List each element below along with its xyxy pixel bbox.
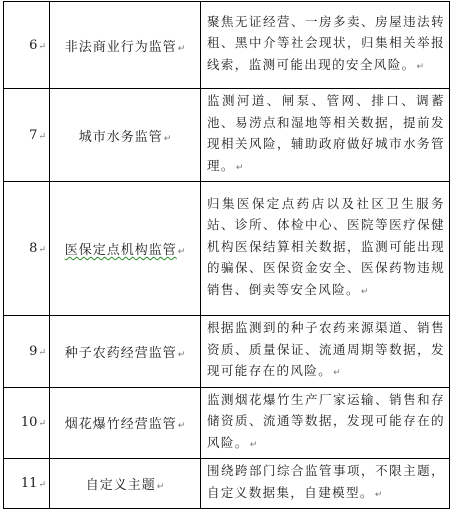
topic-description-cell: [201, 89, 450, 182]
paragraph-mark-icon: ↵: [416, 61, 425, 72]
row-number-cell: [4, 89, 50, 182]
paragraph-mark-icon: ↵: [235, 162, 244, 173]
paragraph-mark-icon: ↵: [38, 41, 46, 52]
table-row: [4, 387, 450, 459]
topic-name: 种子农药经营监管: [64, 345, 177, 361]
topic-name: 非法商业行为监管: [64, 39, 177, 55]
topic-name: 烟花爆竹经营监管: [64, 417, 177, 433]
topic-name-cell: [50, 182, 201, 316]
topic-name-cell: [50, 316, 201, 388]
topic-description-cell: [201, 387, 450, 459]
table-row: [4, 89, 450, 182]
row-number-cell: [4, 387, 50, 459]
row-number-cell: [4, 316, 50, 388]
paragraph-mark-icon: ↵: [177, 247, 186, 257]
topic-name-cell: [50, 387, 201, 459]
paragraph-mark-icon: ↵: [374, 489, 383, 500]
paragraph-mark-icon: ↵: [38, 131, 46, 142]
paragraph-mark-icon: ↵: [360, 286, 369, 297]
paragraph-mark-icon: ↵: [249, 439, 258, 450]
paragraph-mark-icon: ↵: [177, 43, 186, 54]
document-page: [3, 1, 449, 500]
topic-description-cell: [201, 459, 450, 509]
topic-description-cell: [201, 2, 450, 89]
topic-name-cell: [50, 89, 201, 182]
topic-name: 医保定点机构监管: [64, 243, 177, 258]
topic-name-cell: [50, 2, 201, 89]
table-row: [4, 2, 450, 89]
paragraph-mark-icon: ↵: [177, 349, 186, 360]
topic-description: 围绕跨部门综合监管事项，不限主题，自定义数据集，自建模型。: [207, 463, 445, 500]
row-number-cell: [4, 2, 50, 89]
table-row: [4, 316, 450, 388]
table-row: [4, 459, 450, 509]
paragraph-mark-icon: ↵: [38, 347, 46, 358]
row-number: 10: [20, 415, 38, 431]
regulation-table: [3, 1, 450, 509]
row-number: 11: [20, 476, 38, 491]
topic-description: 聚焦无证经营、一房多卖、房屋违法转租、黑中介等社会现状，归集相关举报线索，监测可能出现的安全风险。: [207, 13, 445, 72]
paragraph-mark-icon: ↵: [38, 245, 46, 255]
paragraph-mark-icon: ↵: [163, 133, 172, 144]
topic-name: 自定义主题: [85, 478, 156, 493]
paragraph-mark-icon: ↵: [156, 482, 165, 492]
paragraph-mark-icon: ↵: [38, 480, 46, 490]
row-number: 7: [29, 127, 38, 143]
topic-name: 城市水务监管: [78, 129, 163, 145]
table-row: [4, 182, 450, 316]
topic-name-cell: [50, 459, 201, 509]
row-number: 9: [29, 343, 38, 359]
row-number-cell: [4, 459, 50, 509]
topic-description: 监测河道、闸泵、管网、排口、调蓄池、易涝点和湿地等相关数据，提前发现相关风险，辅助政府做好城市水务管理。: [207, 93, 445, 173]
topic-description-cell: [201, 182, 450, 316]
topic-description: 根据监测到的种子农药来源渠道、销售资质、质量保证、流通周期等数据，发现可能存在的风险。: [207, 320, 445, 378]
topic-description: 归集医保定点药店以及社区卫生服务站、诊所、体检中心、医院等医疗保健机构医保结算相关数据，监测可能出现的骗保、医保资金安全、医保药物违规销售、倒卖等安全风险。: [207, 195, 445, 297]
paragraph-mark-icon: ↵: [333, 368, 341, 378]
paragraph-mark-icon: ↵: [177, 421, 186, 432]
topic-description-cell: [201, 316, 450, 388]
topic-description: 监测烟花爆竹生产厂家运输、销售和存储资质、流通等数据，发现可能存在的风险。: [207, 391, 445, 450]
row-number: 6: [29, 37, 38, 53]
row-number-cell: [4, 182, 50, 316]
row-number: 8: [29, 241, 38, 256]
paragraph-mark-icon: ↵: [38, 419, 46, 430]
